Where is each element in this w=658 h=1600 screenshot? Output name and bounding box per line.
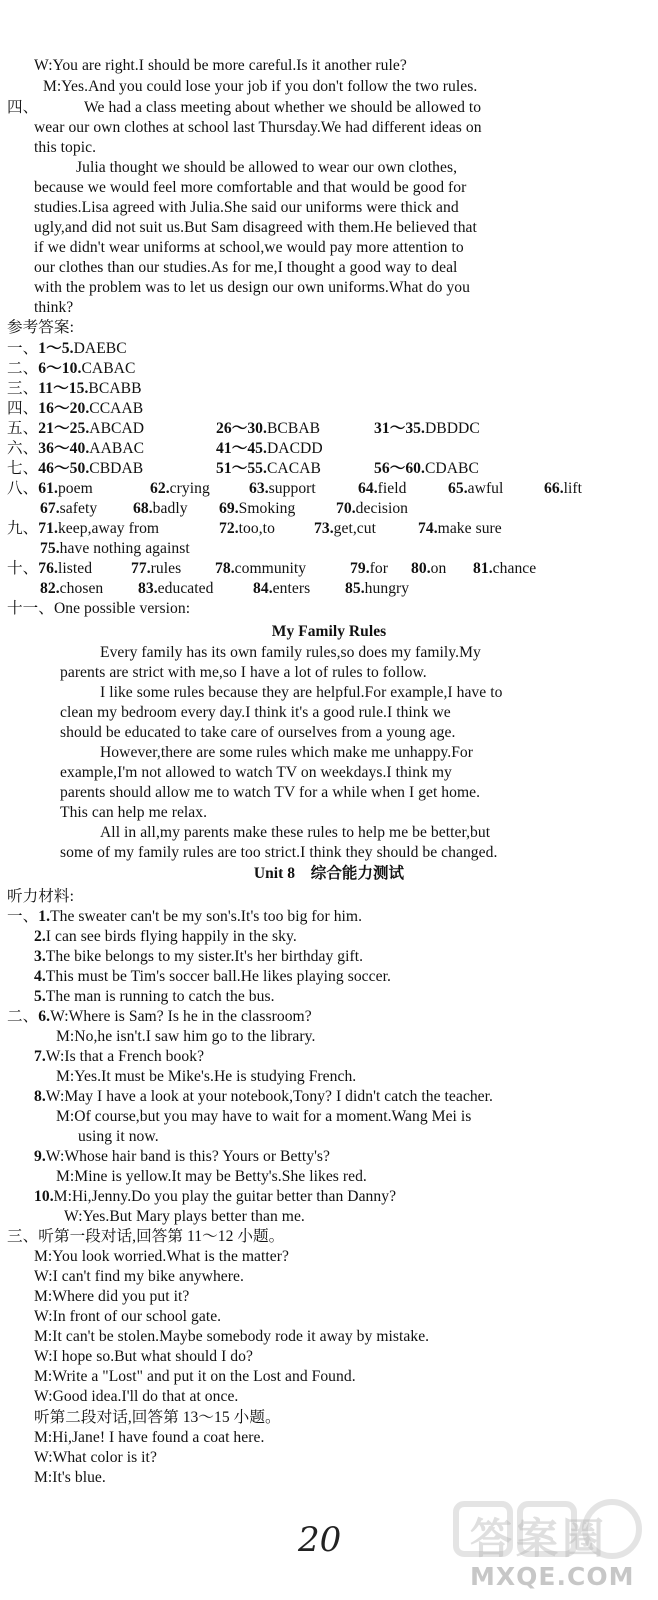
answer-item: 69.Smoking bbox=[219, 500, 296, 517]
essay-line: parents are strict with me,so I have a lot of rules to follow. bbox=[60, 664, 427, 681]
paragraph-line: think? bbox=[34, 299, 74, 316]
essay-line: All in all,my parents make these rules to help me be better,but bbox=[100, 824, 491, 841]
answer-item: 64.field bbox=[358, 480, 407, 497]
answer-item: 62.crying bbox=[150, 480, 210, 497]
answer-item: 82.chosen bbox=[40, 580, 104, 597]
essay-title: My Family Rules bbox=[271, 623, 387, 640]
essay-line: Every family has its own family rules,so does my family.My bbox=[100, 644, 481, 661]
listening-intro: 听第二段对话,回答第 13～15 小题。 bbox=[34, 1409, 281, 1426]
dialog-line: M:It can't be stolen.Maybe somebody rode it away by mistake. bbox=[34, 1328, 430, 1345]
answer-item: 84.enters bbox=[253, 580, 311, 597]
answer-item: 66.lift bbox=[544, 480, 583, 497]
answer-row: 九、71.keep,away from bbox=[7, 520, 160, 537]
dialog-line: M:Where did you put it? bbox=[34, 1288, 190, 1305]
essay-line: parents should allow me to watch TV for a while when I get home. bbox=[60, 784, 481, 801]
dialog-line: W:In front of our school gate. bbox=[34, 1308, 222, 1325]
essay-line: example,I'm not allowed to watch TV on weekdays.I think my bbox=[60, 764, 452, 781]
answer-item: 65.awful bbox=[448, 480, 504, 497]
answer-row: 六、36～40.AABAC bbox=[7, 440, 145, 457]
dialog-line: W:Good idea.I'll do that at once. bbox=[34, 1388, 239, 1405]
essay-line: clean my bedroom every day.I think it's a good rule.I think we bbox=[60, 704, 451, 721]
dialog-line: W:I can't find my bike anywhere. bbox=[34, 1268, 244, 1285]
dialog-line: W:What color is it? bbox=[34, 1449, 157, 1466]
dialog-line: M:Of course,but you may have to wait for a moment.Wang Mei is bbox=[56, 1108, 472, 1125]
answers-heading: 参考答案: bbox=[7, 319, 74, 336]
answer-item: 73.get,cut bbox=[314, 520, 377, 537]
answer-item: 26～30.BCBAB bbox=[216, 420, 321, 437]
listening-item: 8.W:May I have a look at your notebook,Tony? I didn't catch the teacher. bbox=[34, 1088, 493, 1105]
answer-item: 72.too,to bbox=[219, 520, 275, 537]
answer-row: 三、11～15.BCABB bbox=[7, 380, 142, 397]
dialog-line: W:I hope so.But what should I do? bbox=[34, 1348, 253, 1365]
essay-line: should be educated to take care of ourselves from a young age. bbox=[60, 724, 456, 741]
essay-line: some of my family rules are too strict.I think they should be changed. bbox=[60, 844, 498, 861]
answer-item: 78.community bbox=[215, 560, 307, 577]
section-marker: 四、 bbox=[7, 99, 39, 116]
answer-item: 51～55.CACAB bbox=[216, 460, 321, 477]
paragraph-line: our clothes than our studies.As for me,I thought a good way to deal bbox=[34, 259, 458, 276]
answer-item: 83.educated bbox=[138, 580, 214, 597]
answer-item: 41～45.DACDD bbox=[216, 440, 323, 457]
answer-row: 七、46～50.CBDAB bbox=[7, 460, 144, 477]
paragraph-line: this topic. bbox=[34, 139, 97, 156]
answer-item: 63.support bbox=[249, 480, 316, 497]
answer-item: 80.on bbox=[411, 560, 447, 577]
answer-item: 77.rules bbox=[131, 560, 182, 577]
dialog-line: using it now. bbox=[78, 1128, 159, 1145]
answer-item: 81.chance bbox=[473, 560, 537, 577]
answer-item: 68.badly bbox=[133, 500, 188, 517]
listening-item: 2.I can see birds flying happily in the sky. bbox=[34, 928, 297, 945]
listening-item: 9.W:Whose hair band is this? Yours or Betty's? bbox=[34, 1148, 331, 1165]
paragraph-line: because we would feel more comfortable and that would be good for bbox=[34, 179, 467, 196]
answer-item: 75.have nothing against bbox=[40, 540, 190, 557]
dialog-line: M:Write a "Lost" and put it on the Lost and Found. bbox=[34, 1368, 356, 1385]
paragraph-line: Julia thought we should be allowed to wear our own clothes, bbox=[76, 159, 458, 176]
dialog-line: M:Yes.It must be Mike's.He is studying French. bbox=[56, 1068, 357, 1085]
answer-item: 67.safety bbox=[40, 500, 98, 517]
watermark-chinese: 答案圈 bbox=[470, 1514, 609, 1563]
paragraph-line: ugly,and did not suit us.But Sam disagreed with them.He believed that bbox=[34, 219, 477, 236]
answer-row: 八、61.poem bbox=[7, 480, 93, 497]
essay-line: However,there are some rules which make me unhappy.For bbox=[100, 744, 474, 761]
listening-item: 一、1.The sweater can't be my son's.It's too big for him. bbox=[7, 908, 363, 925]
answer-item: 70.decision bbox=[336, 500, 409, 517]
essay-line: I like some rules because they are helpful.For example,I have to bbox=[100, 684, 503, 701]
paragraph-line: We had a class meeting about whether we should be allowed to bbox=[84, 99, 482, 116]
dialog-line: W:You are right.I should be more careful.Is it another rule? bbox=[34, 57, 407, 74]
unit-title: Unit 8 综合能力测试 bbox=[253, 865, 405, 882]
listening-item: 二、6.W:Where is Sam? Is he in the classroom? bbox=[7, 1008, 312, 1025]
dialog-line: M:You look worried.What is the matter? bbox=[34, 1248, 289, 1265]
answer-item: 79.for bbox=[350, 560, 388, 577]
listening-item: 7.W:Is that a French book? bbox=[34, 1048, 205, 1065]
dialog-line: M:No,he isn't.I saw him go to the library. bbox=[56, 1028, 316, 1045]
dialog-line: W:Yes.But Mary plays better than me. bbox=[64, 1208, 305, 1225]
listening-item: 5.The man is running to catch the bus. bbox=[34, 988, 275, 1005]
answer-item: 56～60.CDABC bbox=[374, 460, 479, 477]
page-number: 20 bbox=[298, 1520, 342, 1560]
watermark-domain: MXQE.COM bbox=[470, 1562, 635, 1591]
listening-item: 3.The bike belongs to my sister.It's her birthday gift. bbox=[34, 948, 364, 965]
paragraph-line: studies.Lisa agreed with Julia.She said our uniforms were thick and bbox=[34, 199, 459, 216]
listening-item: 4.This must be Tim's soccer ball.He likes playing soccer. bbox=[34, 968, 391, 985]
answer-row: 十、76.listed bbox=[7, 560, 93, 577]
essay-line: This can help me relax. bbox=[60, 804, 208, 821]
listening-item: 10.M:Hi,Jenny.Do you play the guitar better than Danny? bbox=[34, 1188, 397, 1205]
paragraph-line: with the problem was to let us design our own uniforms.What do you bbox=[34, 279, 470, 296]
answer-item: 74.make sure bbox=[418, 520, 502, 537]
listening-intro: 三、听第一段对话,回答第 11～12 小题。 bbox=[7, 1228, 285, 1245]
dialog-line: M:Hi,Jane! I have found a coat here. bbox=[34, 1429, 265, 1446]
answer-row: 四、16～20.CCAAB bbox=[7, 400, 144, 417]
paragraph-line: if we didn't wear uniforms at school,we would pay more attention to bbox=[34, 239, 464, 256]
dialog-line: M:It's blue. bbox=[34, 1469, 106, 1486]
answer-item: 31～35.DBDDC bbox=[374, 420, 480, 437]
paragraph-line: wear our own clothes at school last Thursday.We had different ideas on bbox=[34, 119, 482, 136]
answer-item: 85.hungry bbox=[345, 580, 410, 597]
listening-heading: 听力材料: bbox=[7, 888, 74, 905]
dialog-line: M:Mine is yellow.It may be Betty's.She likes red. bbox=[56, 1168, 367, 1185]
answer-row: 一、1～5.DAEBC bbox=[7, 340, 127, 357]
answer-row: 五、21～25.ABCAD bbox=[7, 420, 145, 437]
dialog-line: M:Yes.And you could lose your job if you don't follow the two rules. bbox=[43, 78, 478, 95]
answer-row: 二、6～10.CABAC bbox=[7, 360, 136, 377]
answer-row: 十一、One possible version: bbox=[7, 600, 191, 617]
